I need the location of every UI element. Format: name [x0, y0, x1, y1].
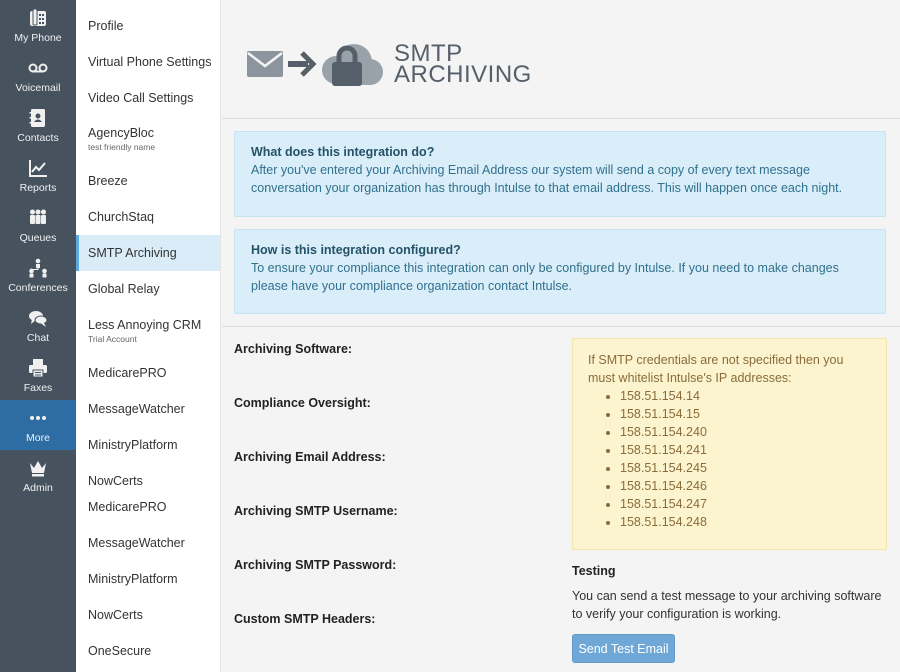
rail-label: Queues	[19, 232, 57, 244]
title-line-2: ARCHIVING	[394, 61, 532, 88]
rail-item-chat[interactable]	[0, 300, 76, 350]
rail-item-conferences[interactable]	[0, 250, 76, 300]
rail-label: Reports	[19, 182, 57, 194]
phone-icon	[28, 8, 48, 28]
ip-address: • 158.51.154.241	[620, 441, 871, 459]
submenu-item-sublabel: test friendly name	[88, 142, 156, 152]
alert-text: If SMTP credentials are not specified then you must whitelist Intulse's IP addresses:	[588, 353, 844, 385]
admin-icon	[28, 458, 48, 478]
rail-label: Chat	[26, 332, 50, 344]
main-content	[222, 0, 900, 672]
rail-label: Contacts	[17, 132, 59, 144]
submenu-item-label: AgencyBloc	[88, 126, 155, 140]
rail-label: More	[26, 432, 50, 444]
submenu-item-less-annoying-crm[interactable]	[76, 313, 220, 349]
info-answer: To ensure your compliance this integration can only be configured by Intulse. If you need to make changes please have your compliance organization contact Intulse.	[251, 261, 839, 293]
ip-address: • 158.51.154.248	[620, 513, 871, 531]
ip-whitelist-alert	[572, 338, 887, 550]
submenu-item-label: MinistryPlatform	[88, 572, 178, 586]
info-question: How is this integration configured?	[251, 243, 461, 257]
submenu-item-label: Breeze	[88, 174, 128, 188]
integrations-submenu	[76, 0, 221, 672]
ip-address: • 158.51.154.240	[620, 423, 871, 441]
ip-address: • 158.51.154.246	[620, 477, 871, 495]
submenu-item-ministryplatform[interactable]	[76, 427, 220, 463]
submenu-item-sublabel: Trial Account	[88, 334, 137, 344]
ip-address: • 158.51.154.15	[620, 405, 871, 423]
conferences-icon	[28, 258, 48, 278]
submenu-item-label: NowCerts	[88, 474, 143, 488]
info-question: What does this integration do?	[251, 145, 435, 159]
rail-label: Admin	[23, 482, 53, 494]
submenu-item-label: ChurchStaq	[88, 210, 155, 224]
field-label-custom-headers: Custom SMTP Headers:	[234, 612, 376, 626]
submenu-item-virtual-phone-settings[interactable]	[76, 44, 220, 80]
voicemail-icon	[28, 58, 48, 78]
submenu-item-label: NowCerts	[88, 608, 143, 622]
submenu-item-churchstaq[interactable]	[76, 199, 220, 235]
submenu-item-label: Virtual Phone Settings	[88, 55, 212, 69]
rail-label: Faxes	[23, 382, 53, 394]
rail-label: Conferences	[8, 282, 68, 294]
submenu-item-breeze[interactable]	[76, 163, 220, 199]
submenu-item-label: MessageWatcher	[88, 402, 185, 416]
icon-rail	[0, 0, 76, 672]
field-label-compliance-oversight: Compliance Oversight:	[234, 396, 371, 410]
field-label-smtp-password: Archiving SMTP Password:	[234, 558, 397, 572]
rail-item-contacts[interactable]	[0, 100, 76, 150]
info-panel-what	[234, 131, 886, 217]
arrow-right-icon	[288, 50, 318, 78]
fax-icon	[28, 358, 48, 378]
ip-address: • 158.51.154.14	[620, 387, 871, 405]
submenu-item-label: Profile	[88, 19, 124, 33]
submenu-item-nowcerts-2[interactable]	[76, 597, 220, 633]
ip-address: • 158.51.154.247	[620, 495, 871, 513]
more-icon	[28, 408, 48, 428]
submenu-item-video-call-settings[interactable]	[76, 80, 220, 116]
ip-address: • 158.51.154.245	[620, 459, 871, 477]
submenu-item-global-relay[interactable]	[76, 271, 220, 307]
submenu-item-label: Global Relay	[88, 282, 160, 296]
submenu-item-onesecure[interactable]	[76, 633, 220, 669]
submenu-item-label: SMTP Archiving	[88, 246, 177, 260]
field-label-archiving-email: Archiving Email Address:	[234, 450, 386, 464]
rail-label: My Phone	[14, 32, 62, 44]
submenu-item-medicarepro-2[interactable]	[76, 489, 220, 525]
rail-label: Voicemail	[15, 82, 61, 94]
rail-item-reports[interactable]	[0, 150, 76, 200]
title-line-1: SMTP	[394, 40, 463, 67]
cloud-lock-icon	[320, 40, 384, 88]
testing-description: You can send a test message to your archiving software to verify your configuration is working.	[572, 589, 882, 621]
page-title	[394, 40, 532, 88]
submenu-item-label: MessageWatcher	[88, 536, 185, 550]
ip-list	[620, 387, 871, 531]
rail-item-faxes[interactable]	[0, 350, 76, 400]
rail-item-voicemail[interactable]	[0, 50, 76, 100]
submenu-item-label: MedicarePRO	[88, 366, 167, 380]
divider	[222, 118, 900, 119]
info-answer: After you've entered your Archiving Email Address our system will send a copy of every text message conversation your organization has through Intulse to that email address. This will happen once each night.	[251, 163, 843, 195]
submenu-item-label: Video Call Settings	[88, 91, 194, 105]
submenu-item-profile[interactable]	[76, 8, 220, 44]
submenu-item-label: MedicarePRO	[88, 500, 167, 514]
submenu-item-label: MinistryPlatform	[88, 438, 178, 452]
queues-icon	[28, 208, 48, 228]
rail-item-admin[interactable]	[0, 450, 76, 500]
submenu-item-label: Less Annoying CRM	[88, 318, 202, 332]
testing-heading: Testing	[572, 564, 616, 578]
submenu-item-label: OneSecure	[88, 644, 152, 658]
contacts-icon	[28, 108, 48, 128]
envelope-icon	[246, 50, 284, 78]
rail-item-queues[interactable]	[0, 200, 76, 250]
divider	[222, 326, 900, 327]
submenu-item-agencybloc[interactable]	[76, 121, 220, 157]
submenu-item-messagewatcher-2[interactable]	[76, 525, 220, 561]
rail-item-my-phone[interactable]	[0, 0, 76, 50]
info-panel-how	[234, 229, 886, 314]
submenu-item-ministryplatform-2[interactable]	[76, 561, 220, 597]
submenu-item-smtp-archiving[interactable]	[76, 235, 220, 271]
reports-icon	[28, 158, 48, 178]
field-label-smtp-username: Archiving SMTP Username:	[234, 504, 398, 518]
field-label-archiving-software: Archiving Software:	[234, 342, 353, 356]
chat-icon	[28, 308, 48, 328]
rail-item-more[interactable]	[0, 400, 76, 450]
send-test-email-button[interactable]: Send Test Email	[572, 634, 675, 663]
submenu-item-messagewatcher[interactable]	[76, 391, 220, 427]
page-header	[246, 40, 532, 88]
submenu-item-medicarepro[interactable]	[76, 355, 220, 391]
